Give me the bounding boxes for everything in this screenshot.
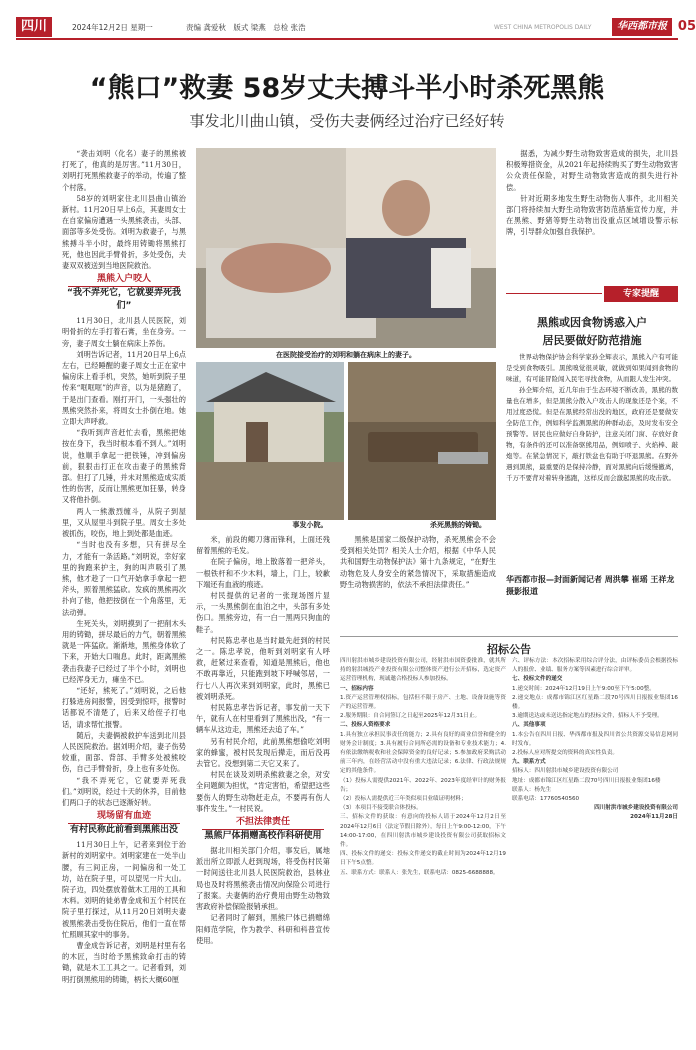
issue-date: 2024年12月2日 星期一 bbox=[72, 23, 153, 32]
paragraph: “还好，熊死了。”刘明说，之后他打躲进房间报警，因受到惊吓，报警时话都说不清楚了，后来又给侄子打电话，请求帮忙报警。 bbox=[62, 685, 186, 729]
page-header bbox=[16, 14, 696, 40]
section-name: 四川 bbox=[20, 19, 47, 34]
photo-caption-hospital: 在医院接受治疗的刘明和躺在病床上的妻子。 bbox=[276, 351, 416, 359]
editors: 责编 龚爱秋 版式 梁燕 总检 张浩 bbox=[186, 23, 306, 32]
subhead-legal bbox=[196, 816, 330, 843]
tender-line: 联系电话：17760540560 bbox=[512, 796, 580, 803]
yard-scene bbox=[196, 362, 344, 520]
subhead-bear-attack bbox=[62, 273, 186, 313]
paragraph: 另有村民介绍，此前黑熊想偷吃刘明家的蜂蜜，被村民发现后撵走，而后没再去管它。没想到第二天它又来了。 bbox=[196, 736, 330, 769]
tender-line: 八、其他事项 bbox=[512, 722, 546, 729]
page-number: 05 bbox=[677, 19, 696, 34]
photo-caption-tool: 杀死黑熊的铸锄。 bbox=[430, 521, 486, 529]
yard-photo bbox=[196, 362, 344, 520]
main-headline: “熊口”救妻 58岁丈夫搏斗半小时杀死黑熊 bbox=[89, 73, 605, 104]
paragraph: 黑熊是国家二级保护动物，杀死黑熊会不会受到相关处罚？相关人士介绍，根据《中华人民共和国野生动物保护法》第十九条规定，“在野生动物危及人身安全的紧急情况下，采取措施造成野生动物损害的，依法不承担法律责任。” bbox=[340, 535, 496, 589]
paper-english-name: WEST CHINA METROPOLIS DAILY bbox=[494, 24, 592, 31]
paragraph: 据悉，为减少野生动物致害造成的损失，北川县积极筹措资金，从2021年起持续购买了野生动物致害公众责任保险，对野生动物致害造成的损失进行补偿。 bbox=[506, 149, 678, 192]
expert-tip-body bbox=[506, 352, 678, 566]
tender-line: 二、投标人资格要求 bbox=[340, 722, 391, 729]
tender-line: 四川射洪市城乡建设投资有限公司，经射洪市国资委批准，就其所持的射洪城投产业投资有限公司整体资产进行公开招标，选定资产运营管理机构，现诚邀合格投标人参加投标。 bbox=[340, 658, 506, 683]
subhead-line-1: 现场留有血迹 bbox=[96, 811, 151, 822]
article-column-2b bbox=[340, 534, 496, 634]
tender-line: （3）本项目不接受联合体投标。 bbox=[340, 805, 422, 812]
tender-notice bbox=[340, 636, 678, 1046]
subhead-line-1: 黑熊入户咬人 bbox=[96, 274, 151, 285]
paragraph: 两人一熊激烈缠斗，从院子到屋里，又从屋里斗到院子里。周女士多处被抓伤，咬伤，地上到处都是血迹。 bbox=[62, 506, 186, 539]
paragraph: 刘明告诉记者，11月20日早上6点左右，已经睡醒的妻子周女士正在家中偏房床上看手机，突然，她听到院子里传来“哐哐哐”的声音，以为是猪跑了，于是出门查看。刚打开门，一头强壮的黑熊突然扑来，将周女士扑倒在地。她立即大声呼救。 bbox=[62, 349, 186, 427]
paragraph: 针对近期多地发生野生动物伤人事件，北川相关部门将持续加大野生动物致害防范措施宣传力度，并在黑熊、野猪等野生动物出没重点区域增设警示标牌，引导群众加强自我保护。 bbox=[506, 193, 678, 237]
tender-line: 六、评标方法：本次招标采用综合评分法，由评标委员会根据投标人的报价、业绩、服务方案等因素进行综合评审。 bbox=[512, 658, 678, 674]
paragraph: 生死关头，刘明摸到了一把削木头用的铸锄，拼尽最后的力气，朝着黑熊就是一阵猛砍。渐渐地，黑熊身体软了下来，开始大口喘息。此时，距离黑熊袭击我妻子已经过了半个小时，刘明也已经浑身无力，瘫坐不已。 bbox=[62, 618, 186, 684]
tender-line: 四、投标文件的递交：投标文件递交的截止时间为2024年12月19日下午5点整。 bbox=[340, 851, 506, 867]
tender-line: （2）投标人需提供近三年类似项目业绩证明材料； bbox=[340, 796, 467, 803]
paragraph: 村民陈忠孝也是当时最先赶到的村民之一。陈忠孝说，他听到刘明家有人呼救，赶紧过来查看，知道是黑熊后，他也不敢再靠近，只能跑到坡下呼喊邻居，一行七八人再次来到刘明家，此时，黑熊已被刘明杀死。 bbox=[196, 635, 330, 701]
article-column-3 bbox=[506, 148, 678, 268]
tender-line: 1.具有独立承担民事责任的能力；2.具有良好的商业信誉和健全的财务会计制度；3.具有履行合同所必需的设备和专业技术能力；4.有依法缴纳税收和社会保障资金的良好记录；5.参加政府采购活动前三年内，在经营活动中没有重大违法记录；6.法律、行政法规规定的其他条件。 bbox=[340, 731, 506, 775]
subhead-line-2: “我不弄死它，它就要弄死我们” bbox=[67, 288, 181, 312]
tender-line: （1）投标人需提供2021年、2022年、2023年度经审计的财务报告； bbox=[340, 777, 506, 793]
paragraph: 据北川相关部门介绍，事发后，属地派出所立即派人赶到现场，将受伤村民第一时间送往北川县人民医院救治，县林业局也及时将黑熊袭击情况向保险公司进行了报案。夫妻俩的治疗费用由野生动物致害政府补偿保险报销承担。 bbox=[196, 846, 330, 912]
paragraph: 曹金成告诉记者，刘明是村里有名的木匠，当时给予黑熊致命打击的铸锄，就是木工工具之一。记者看到，刘明打倒黑熊用的铸锄，柄长大概60厘 bbox=[62, 941, 186, 984]
paragraph: 记者同时了解到，黑熊尸体已捐赠绵阳师范学院，作为教学、科研和科普宣传使用。 bbox=[196, 913, 330, 945]
tender-line: 七、投标文件的递交 bbox=[512, 676, 563, 683]
subhead-scene bbox=[62, 810, 186, 837]
paragraph: “当时也没有多想，只有拼尽全力，才能有一条活路。”刘明说，幸好家里的狗跑来护主，狗的叫声吸引了黑熊，他才趁了一口气开始拿手拿起一把斧头，照着黑熊猛砍。发疯的黑熊再次扑向了他，他把按倒在一个角落里，无法动弹。 bbox=[62, 540, 186, 617]
expert-tip-title-2: 居民要做好防范措施 bbox=[542, 334, 642, 347]
tender-line: 1.本公告在四川日报、华西都市报及四川省公共资源交易信息网同时发布。 bbox=[512, 731, 678, 747]
hospital-scene bbox=[196, 148, 496, 348]
expert-tip-rule bbox=[506, 293, 602, 294]
expert-tip-title-1: 黑熊或因食物诱惑入户 bbox=[537, 316, 647, 329]
masthead-logo: 华西都市报 bbox=[612, 18, 672, 36]
paragraph: 村民提供的记者的一张现场图片显示，一头黑熊倒在血泊之中，头部有多处伤口。黑熊旁边，有一白一黑两只狗血的鞋子。 bbox=[196, 591, 330, 634]
paragraph: 11月30日上午，记者来到位于治新村的刘明家中。刘明家建在一处半山腰，有三间正房，一间偏房和一处工坊，站在院子里，可以望见一片大山。院子边，四处摆放着做木工用的工具和木料。刘明的徒弟曹金成和五个村民在院子里打探过，从11月20日刘明夫妻被黑熊袭击受伤住院后，他们一直在帮忙照顾其家中的事务。 bbox=[62, 840, 186, 939]
paragraph: 村民在谈及刘明杀熊救妻之余，对安全问题颇为担忧，“肯定害怕，希望把这些要伤人的野生动物赶走点，不要再有伤人事件发生。”一村民说。 bbox=[196, 770, 330, 813]
tender-line: 2.投标人应对所提交的资料的真实性负责。 bbox=[512, 750, 619, 757]
tender-line: 地址：成都市锦江区红星路二段70号四川日报报业集团16楼 bbox=[512, 777, 661, 784]
tender-line: 五、联系方式：联系人：张先生，联系电话：0825-6688888。 bbox=[340, 869, 499, 876]
tender-line: 1.递交时间：2024年12月19日上午9:00至下午5:00整。 bbox=[512, 685, 655, 692]
tender-line: 联系人：杨先生 bbox=[512, 786, 552, 793]
sub-headline: 事发北川曲山镇，受伤夫妻俩经过治疗已经好转 bbox=[189, 112, 505, 130]
paragraph: 在院子偏房，地上散落着一把斧头，一根铁杆和不少木料，墙上，门上，较歉下端还有血液的痕迹。 bbox=[196, 557, 330, 589]
tool-photo bbox=[348, 362, 496, 520]
expert-tip-label bbox=[604, 286, 678, 302]
tender-title: 招标公告 bbox=[487, 643, 531, 656]
tender-line: 2024年11月28日 bbox=[630, 814, 678, 821]
tender-line: 1.资产运营管理权招标，包括但不限于房产、土地、设备设施等资产的运营管理。 bbox=[340, 694, 506, 711]
tool-scene bbox=[348, 362, 496, 520]
tender-line: 四川射洪市城乡建设投资有限公司 bbox=[594, 805, 678, 812]
tender-line: 2.服务期限：自合同签订之日起至2025年12月31日止。 bbox=[340, 713, 481, 720]
paragraph: 世界动物保护协会科学家孙全辉表示，黑熊入户有可能是受到食物吸引。黑熊嗅觉很灵敏，就做到如果闻到食物的味道，有可能冒险闯入民宅寻找食物，从而跟人发生冲突。 bbox=[506, 353, 678, 383]
tender-line: 一、招标内容 bbox=[340, 685, 374, 692]
tender-left-column bbox=[340, 657, 506, 1043]
paragraph: 随后，夫妻俩被救护车送到北川县人民医院救治。据刘明介绍，妻子伤势较重，面部、背部、手臂多处被熊咬伤，自己手臂骨折，身上也有多处伤。 bbox=[62, 730, 186, 774]
paragraph: “我不弄死它，它就要弄死我们。”刘明说，经过十天的休养，目前他们两口子的状态已逐渐好转。 bbox=[62, 775, 186, 807]
paragraph: 58岁的刘明家住北川县曲山镇治新村。11月20日早上6点，其妻周女士在自家偏房遭遇一头黑熊袭击，头部、面部等多处受伤。刘明为救妻子，与黑熊搏斗半小时，最终用铸锄将黑熊打死，他也因此手臂骨折，多处受伤，夫妻双双被送到当地医院救治。 bbox=[62, 193, 186, 271]
tender-line: 3.逾期送达或未送达指定地点的投标文件，招标人不予受理。 bbox=[512, 713, 663, 720]
paragraph: “我听到声音赶忙去看，黑熊把她按在身下，我当时根本看不到人。”刘明说，他顺手拿起一把铁锤，冲到偏房前，狠狠击打正在攻击妻子的黑熊背部。但打了几锤，并未对黑熊造成实质性的伤害，反而让黑熊更加狂暴，转身又将他扑倒。 bbox=[62, 428, 186, 505]
tender-line: 三、招标文件的获取：有意向的投标人请于2024年12月2日至2024年12月6日（法定节假日除外），每日上午9:00-12:00，下午14:00-17:00，在四川射洪市城乡建设投资有限公司获取招标文件。 bbox=[340, 814, 506, 849]
subhead-line-2: 黑熊尸体捐赠高校作科研使用 bbox=[204, 831, 322, 842]
tender-right-column bbox=[512, 657, 678, 1043]
hospital-photo bbox=[196, 148, 496, 348]
tender-line: 2.递交地点：成都市锦江区红星路二段70号四川日报报业集团16楼。 bbox=[512, 694, 678, 711]
byline: 华西都市报—封面新闻记者 周洪攀 崔瑶 王祥龙 摄影报道 bbox=[506, 575, 675, 596]
paragraph: “袭击刘明（化名）妻子的黑熊被打死了，他真的是厉害。”11月30日，刘明打死黑熊救妻子的举动，传遍了整个村落。 bbox=[62, 149, 186, 192]
paragraph: 村民陈忠孝告诉记者，事发前一天下午，就有人在村里看到了黑熊出没，“有一辆车从这边走，黑熊还去追了车。” bbox=[196, 703, 330, 735]
article-column-2 bbox=[196, 534, 330, 1046]
article-column-1 bbox=[62, 148, 186, 1046]
subhead-line-1: 不担法律责任 bbox=[235, 817, 290, 828]
paragraph: 孙全辉介绍，近几年由于生态环境不断改善，黑熊的数量也在增多，但是黑熊分散入户攻击人的现象还是个案，不用过度恐慌。但是在黑熊经常出没的地区，政府还是要做安全防范工作，例如科学监测黑熊的种群动态，及时发布安全预警等。居民也应做好自身防护，注意关闭门窗、存放好食物，有条件的还可以准备驱熊用品，例如喷子、火焰棒、敲炮等。在紧急情况下，敲打铁盆也有助于吓退黑熊。在野外遇到黑熊，最重要的是保持冷静，面对黑熊向后缓慢撤离，千万不要背对着转身逃跑，这样反而会激起黑熊的攻击欲。 bbox=[506, 386, 678, 482]
tender-line: 招标人：四川射洪市城乡建设投资有限公司 bbox=[512, 768, 619, 775]
subhead-line-2: 有村民称此前看到黑熊出没 bbox=[69, 825, 178, 836]
paragraph: 11月30日，北川县人民医院，刘明骨折的左手打着石膏，坐在身旁。一旁，妻子周女士躺在病床上养伤。 bbox=[62, 316, 186, 348]
expert-tip-label-text: 专家提醒 bbox=[622, 289, 659, 299]
paragraph: 米，前段的鳃刀薄而锋利，上面还残留着黑熊的毛发。 bbox=[196, 535, 330, 556]
photo-caption-yard: 事发小院。 bbox=[292, 521, 328, 529]
tender-line: 九、联系方式 bbox=[512, 759, 546, 766]
